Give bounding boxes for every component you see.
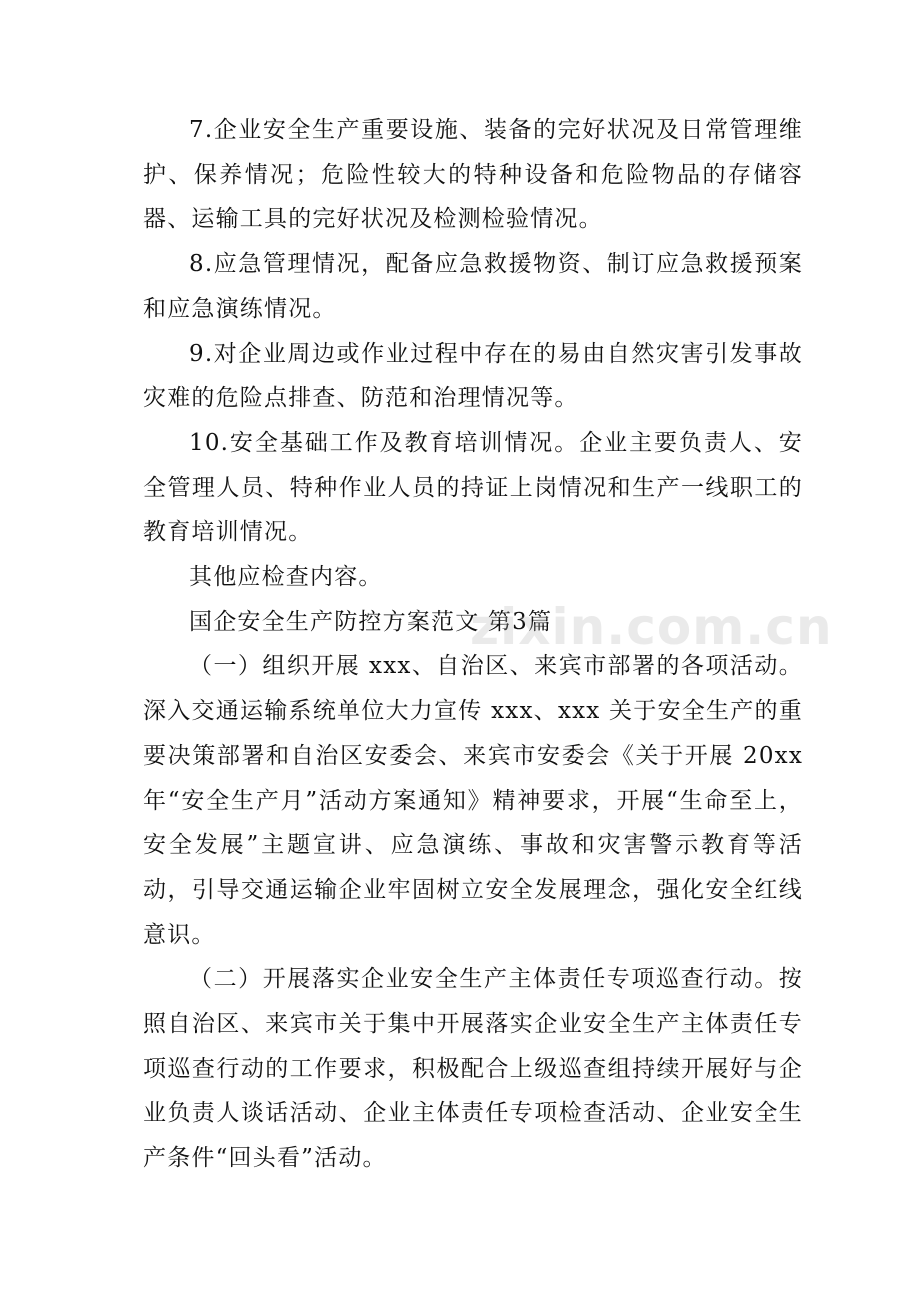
paragraph-item-7: 7.企业安全生产重要设施、装备的完好状况及日常管理维护、保养情况；危险性较大的特种设备和危险物品的存储容器、运输工具的完好状况及检测检验情况。 (143, 117, 803, 233)
paragraph-section-1: （一）组织开展 xxx、自治区、来宾市部署的各项活动。深入交通运输系统单位大力宣传 xxx、xxx 关于安全生产的重要决策部署和自治区安委会、来宾市安委会《关于开展 20xx 年“安全生产月”活动方案通知》精神要求，开展“生命至上，安全发展”主题宣讲、应急演练、事故和灾害警示教育等活动，引导交通运输企业牢固树立安全发展理念，强化安全红线意识。 (143, 653, 803, 948)
watermark-text: zixin.com.cn (470, 598, 833, 656)
section-heading: 国企安全生产防控方案范文 第3篇 (189, 608, 553, 635)
paragraph-other: 其他应检查内容。 (189, 564, 383, 591)
paragraph-section-2: （二）开展落实企业安全生产主体责任专项巡查行动。按照自治区、来宾市关于集中开展落实企业安全生产主体责任专项巡查行动的工作要求，积极配合上级巡查组持续开展好与企业负责人谈话活动、企业主体责任专项检查活动、企业安全生产条件“回头看”活动。 (143, 966, 803, 1172)
document-body (143, 108, 803, 1181)
paragraph-item-9: 9.对企业周边或作业过程中存在的易由自然灾害引发事故灾难的危险点排查、防范和治理情况等。 (143, 340, 803, 412)
paragraph-item-10: 10.安全基础工作及教育培训情况。企业主要负责人、安全管理人员、特种作业人员的持证上岗情况和生产一线职工的教育培训情况。 (143, 429, 803, 546)
paragraph-item-8: 8.应急管理情况，配备应急救援物资、制订应急救援预案和应急演练情况。 (143, 251, 803, 322)
